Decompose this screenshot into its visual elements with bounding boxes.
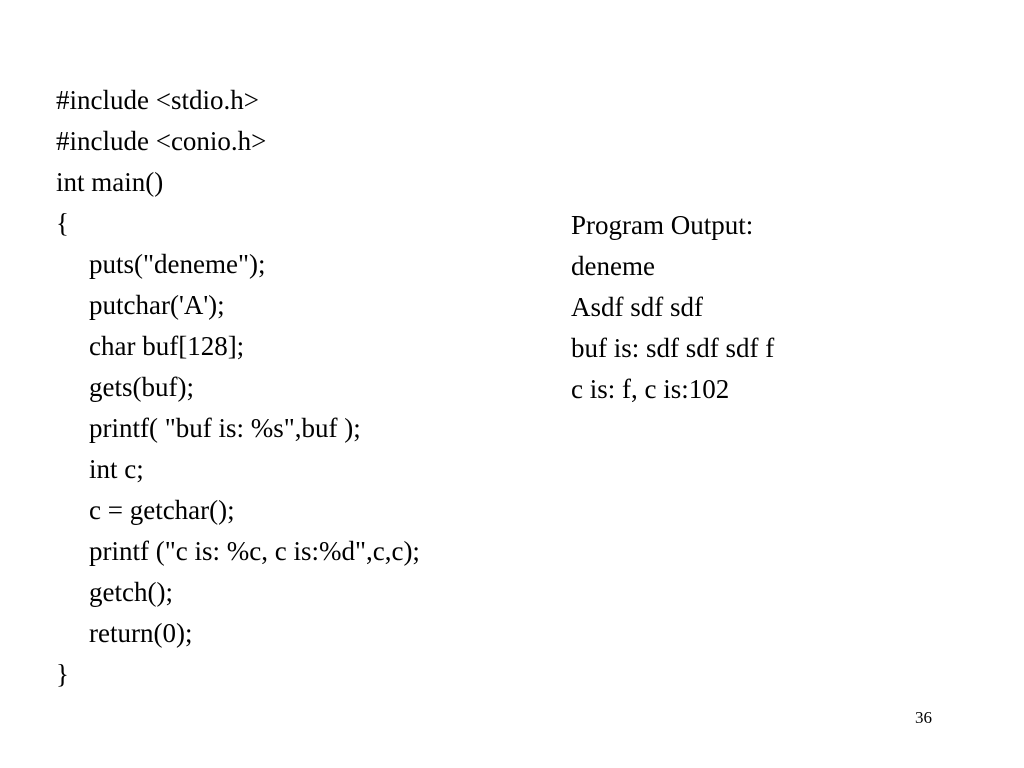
code-line-getchar: c = getchar();	[89, 495, 235, 525]
code-line-printf-c: printf ("c is: %c, c is:%d",c,c);	[89, 536, 420, 566]
program-output-panel	[571, 205, 774, 410]
program-output-heading: Program Output:	[571, 210, 754, 240]
code-line-putchar: putchar('A');	[89, 290, 225, 320]
output-line: c is: f, c is:102	[571, 374, 730, 404]
source-code-listing	[56, 80, 420, 695]
slide-page-number: 36	[915, 708, 932, 727]
code-line-main-signature: int main()	[56, 167, 164, 197]
code-line-printf-buf: printf( "buf is: %s",buf );	[89, 413, 361, 443]
code-line-include-stdio: #include <stdio.h>	[56, 85, 259, 115]
code-line-return: return(0);	[89, 618, 193, 648]
output-line: Asdf sdf sdf	[571, 292, 703, 322]
code-line-int-c: int c;	[89, 454, 144, 484]
code-line-gets: gets(buf);	[89, 372, 194, 402]
code-line-puts: puts("deneme");	[89, 249, 266, 279]
code-line-buf-declaration: char buf[128];	[89, 331, 245, 361]
code-line-include-conio: #include <conio.h>	[56, 126, 267, 156]
output-line: deneme	[571, 251, 655, 281]
code-line-close-brace: }	[56, 659, 69, 689]
code-line-getch: getch();	[89, 577, 173, 607]
code-line-open-brace: {	[56, 208, 69, 238]
output-line: buf is: sdf sdf sdf f	[571, 333, 775, 363]
